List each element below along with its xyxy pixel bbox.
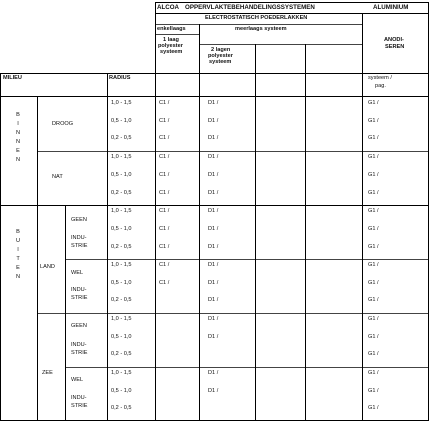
g1-cell: G1 /: [368, 190, 379, 196]
rule: [199, 24, 200, 421]
geen-label: GEEN: [71, 323, 87, 329]
g1-cell: G1 /: [368, 226, 379, 232]
wel-label: WEL: [71, 377, 84, 383]
brand-label: ALUMINIUM: [373, 4, 409, 11]
g1-cell: G1 /: [368, 297, 379, 303]
system-1-line2: polyester: [158, 43, 183, 49]
anodizing-heading-line2: SEREN: [385, 44, 405, 50]
system-2-line1: 2 lagen: [211, 47, 231, 53]
radius-cell: 1,0 - 1,5: [111, 370, 132, 376]
g1-cell: G1 /: [368, 262, 379, 268]
d1-cell: D1 /: [208, 190, 219, 196]
d1-cell: D1 /: [208, 370, 219, 376]
system-2-line2: polyester: [208, 53, 233, 59]
rule: [199, 44, 362, 45]
wel-label: WEL: [71, 270, 84, 276]
d1-cell: D1 /: [208, 334, 219, 340]
rule: [155, 2, 428, 3]
radius-cell: 0,2 - 0,5: [111, 405, 132, 411]
c1-cell: C1 /: [159, 135, 170, 141]
radius-cell: 1,0 - 1,5: [111, 100, 132, 106]
rule: [155, 24, 362, 25]
rule: [362, 13, 363, 421]
c1-cell: C1 /: [159, 262, 170, 268]
industrie-label: INDU-: [71, 287, 87, 293]
rule: [0, 73, 1, 421]
rule: [305, 44, 306, 421]
single-layer-heading: enkellaags: [157, 26, 186, 32]
g1-cell: G1 /: [368, 280, 379, 286]
system-1-line1: 1 laag: [163, 37, 179, 43]
c1-cell: C1 /: [159, 244, 170, 250]
c1-cell: C1 /: [159, 280, 170, 286]
industrie-label: INDU-: [71, 235, 87, 241]
industrie-label: STRIE: [71, 243, 88, 249]
d1-cell: D1 /: [208, 118, 219, 124]
rule: [155, 2, 156, 421]
c1-cell: C1 /: [159, 100, 170, 106]
g1-cell: G1 /: [368, 135, 379, 141]
radius-cell: 1,0 - 1,5: [111, 262, 132, 268]
radius-cell: 0,5 - 1,0: [111, 172, 132, 178]
g1-cell: G1 /: [368, 100, 379, 106]
multi-layer-heading: meerlaags systeem: [235, 26, 287, 32]
g1-cell: G1 /: [368, 351, 379, 357]
c1-cell: C1 /: [159, 190, 170, 196]
g1-cell: G1 /: [368, 370, 379, 376]
radius-cell: 0,5 - 1,0: [111, 226, 132, 232]
d1-cell: D1 /: [208, 388, 219, 394]
rule: [65, 367, 428, 368]
c1-cell: C1 /: [159, 154, 170, 160]
radius-cell: 1,0 - 1,5: [111, 316, 132, 322]
rule: [65, 205, 66, 421]
anodizing-heading-line1: ANODI-: [384, 37, 404, 43]
industrie-label: STRIE: [71, 403, 88, 409]
radius-cell: 0,2 - 0,5: [111, 244, 132, 250]
zee-label: ZEE: [42, 370, 53, 376]
radius-cell: 0,2 - 0,5: [111, 351, 132, 357]
radius-cell: 0,2 - 0,5: [111, 190, 132, 196]
c1-cell: C1 /: [159, 118, 170, 124]
d1-cell: D1 /: [208, 154, 219, 160]
system-page-heading-line2: pag.: [375, 83, 386, 89]
radius-cell: 0,5 - 1,0: [111, 118, 132, 124]
radius-cell: 1,0 - 1,5: [111, 208, 132, 214]
c1-cell: C1 /: [159, 226, 170, 232]
system-page-heading-line1: systeem /: [368, 75, 392, 81]
rule: [37, 96, 38, 421]
droog-label: DROOG: [52, 121, 74, 127]
g1-cell: G1 /: [368, 244, 379, 250]
d1-cell: D1 /: [208, 297, 219, 303]
radius-cell: 0,5 - 1,0: [111, 280, 132, 286]
rule: [155, 13, 428, 14]
industrie-label: INDU-: [71, 342, 87, 348]
g1-cell: G1 /: [368, 118, 379, 124]
rule: [155, 34, 199, 35]
rule: [0, 73, 428, 74]
d1-cell: D1 /: [208, 135, 219, 141]
system-2-line3: systeem: [209, 59, 232, 65]
c1-cell: C1 /: [159, 172, 170, 178]
land-label: LAND: [40, 264, 55, 270]
radius-column-heading: RADIUS: [109, 75, 131, 81]
rule: [37, 151, 428, 152]
radius-cell: 0,2 - 0,5: [111, 135, 132, 141]
rule: [37, 313, 428, 314]
d1-cell: D1 /: [208, 100, 219, 106]
industrie-label: INDU-: [71, 395, 87, 401]
document-title: OPPERVLAKTEBEHANDELINGSSYSTEMEN: [185, 4, 315, 11]
binnen-label: B I N N E N: [16, 112, 21, 164]
g1-cell: G1 /: [368, 208, 379, 214]
process-heading: ELECTROSTATISCH POEDERLAKKEN: [205, 15, 308, 21]
system-1-line3: systeem: [160, 49, 183, 55]
milieu-column-heading: MILIEU: [3, 75, 22, 81]
rule: [65, 259, 428, 260]
rule: [0, 96, 428, 97]
g1-cell: G1 /: [368, 172, 379, 178]
g1-cell: G1 /: [368, 334, 379, 340]
industrie-label: STRIE: [71, 350, 88, 356]
radius-cell: 0,5 - 1,0: [111, 334, 132, 340]
geen-label: GEEN: [71, 217, 87, 223]
d1-cell: D1 /: [208, 244, 219, 250]
g1-cell: G1 /: [368, 154, 379, 160]
nat-label: NAT: [52, 174, 63, 180]
d1-cell: D1 /: [208, 226, 219, 232]
radius-cell: 1,0 - 1,5: [111, 154, 132, 160]
c1-cell: C1 /: [159, 208, 170, 214]
rule: [255, 44, 256, 421]
radius-cell: 0,2 - 0,5: [111, 297, 132, 303]
company-name: ALCOA: [157, 4, 179, 11]
d1-cell: D1 /: [208, 172, 219, 178]
buiten-label: B U I T E N: [16, 229, 21, 281]
g1-cell: G1 /: [368, 316, 379, 322]
rule: [107, 73, 108, 421]
g1-cell: G1 /: [368, 405, 379, 411]
d1-cell: D1 /: [208, 280, 219, 286]
industrie-label: STRIE: [71, 295, 88, 301]
radius-cell: 0,5 - 1,0: [111, 388, 132, 394]
d1-cell: D1 /: [208, 316, 219, 322]
d1-cell: D1 /: [208, 262, 219, 268]
d1-cell: D1 /: [208, 208, 219, 214]
g1-cell: G1 /: [368, 388, 379, 394]
